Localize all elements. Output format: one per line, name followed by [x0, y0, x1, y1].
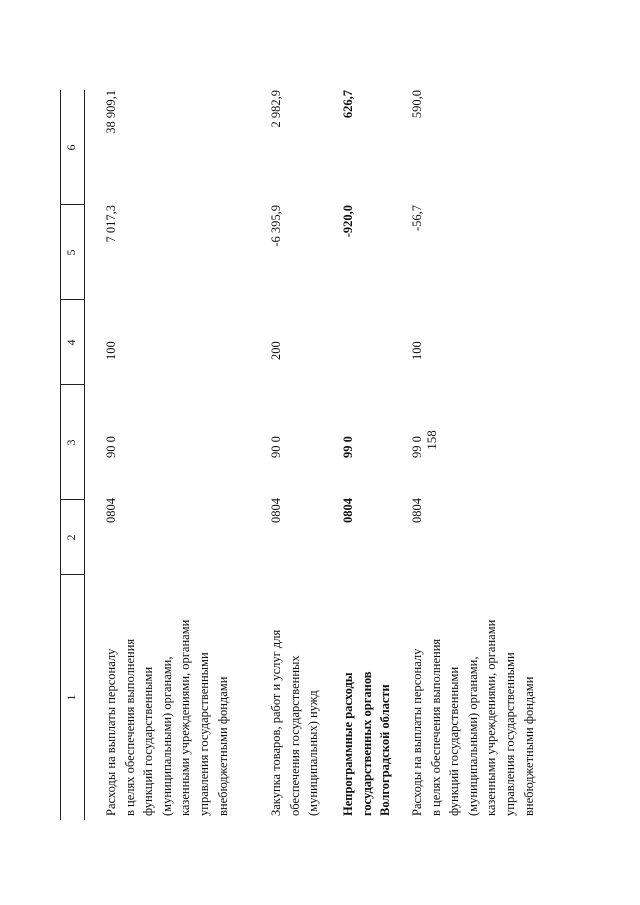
table-row-3-name: Непрограммные расходы государственных органов Волгоградской области: [341, 671, 393, 816]
table-row-1-program: 90 0: [104, 436, 118, 458]
table-row-2-total: 2 982,9: [269, 90, 283, 128]
table-row-2-code: 0804: [269, 498, 283, 523]
table-row-4-program: 99 0: [410, 436, 424, 458]
table-row-4-change: -56,7: [410, 205, 424, 232]
col-header-6: 6: [64, 144, 78, 151]
table-row-4-code: 0804: [410, 498, 424, 523]
col-header-4: 4: [64, 339, 78, 346]
header-top-border: [60, 90, 61, 820]
budget-table: [60, 90, 536, 820]
header-bottom-border: [84, 90, 85, 820]
table-row-1-change: 7 017,3: [104, 205, 118, 243]
table-row-4-vr: 100: [410, 341, 424, 360]
col-header-3: 3: [64, 439, 78, 446]
col-header-1: 1: [64, 694, 78, 701]
table-row-3-program: 99 0: [341, 436, 355, 458]
table-row-1-vr: 100: [104, 341, 118, 360]
page-number: 158: [424, 430, 439, 450]
table-row-3-change: -920,0: [341, 205, 355, 238]
table-row-1-total: 38 909,1: [104, 90, 118, 134]
col-header-5: 5: [64, 249, 78, 256]
table-row-1-code: 0804: [104, 498, 118, 523]
table-row-1-name: Расходы на выплаты персоналу в целях обеспечения выполнения функций государственными (муниципальными) органами, казенными учреждениями, органами управления государственными внебюджетными фондами: [104, 619, 230, 816]
table-row-4-total: 590,0: [410, 90, 424, 119]
table-row-2-vr: 200: [269, 341, 283, 360]
table-row-2-program: 90 0: [269, 436, 283, 458]
table-row-4-name: Расходы на выплаты персоналу в целях обеспечения выполнения функций государственными (муниципальными) органами, казенными учреждениями, органами управления государственными внебюджетными фондами: [410, 619, 536, 816]
table-row-2-change: -6 395,9: [269, 205, 283, 247]
table-row-3-total: 626,7: [341, 90, 355, 119]
table-row-2-name: Закупка товаров, работ и услуг для обеспечения государственных (муниципальных) нужд: [269, 629, 321, 816]
col-header-2: 2: [64, 534, 78, 541]
table-row-3-code: 0804: [341, 498, 355, 523]
